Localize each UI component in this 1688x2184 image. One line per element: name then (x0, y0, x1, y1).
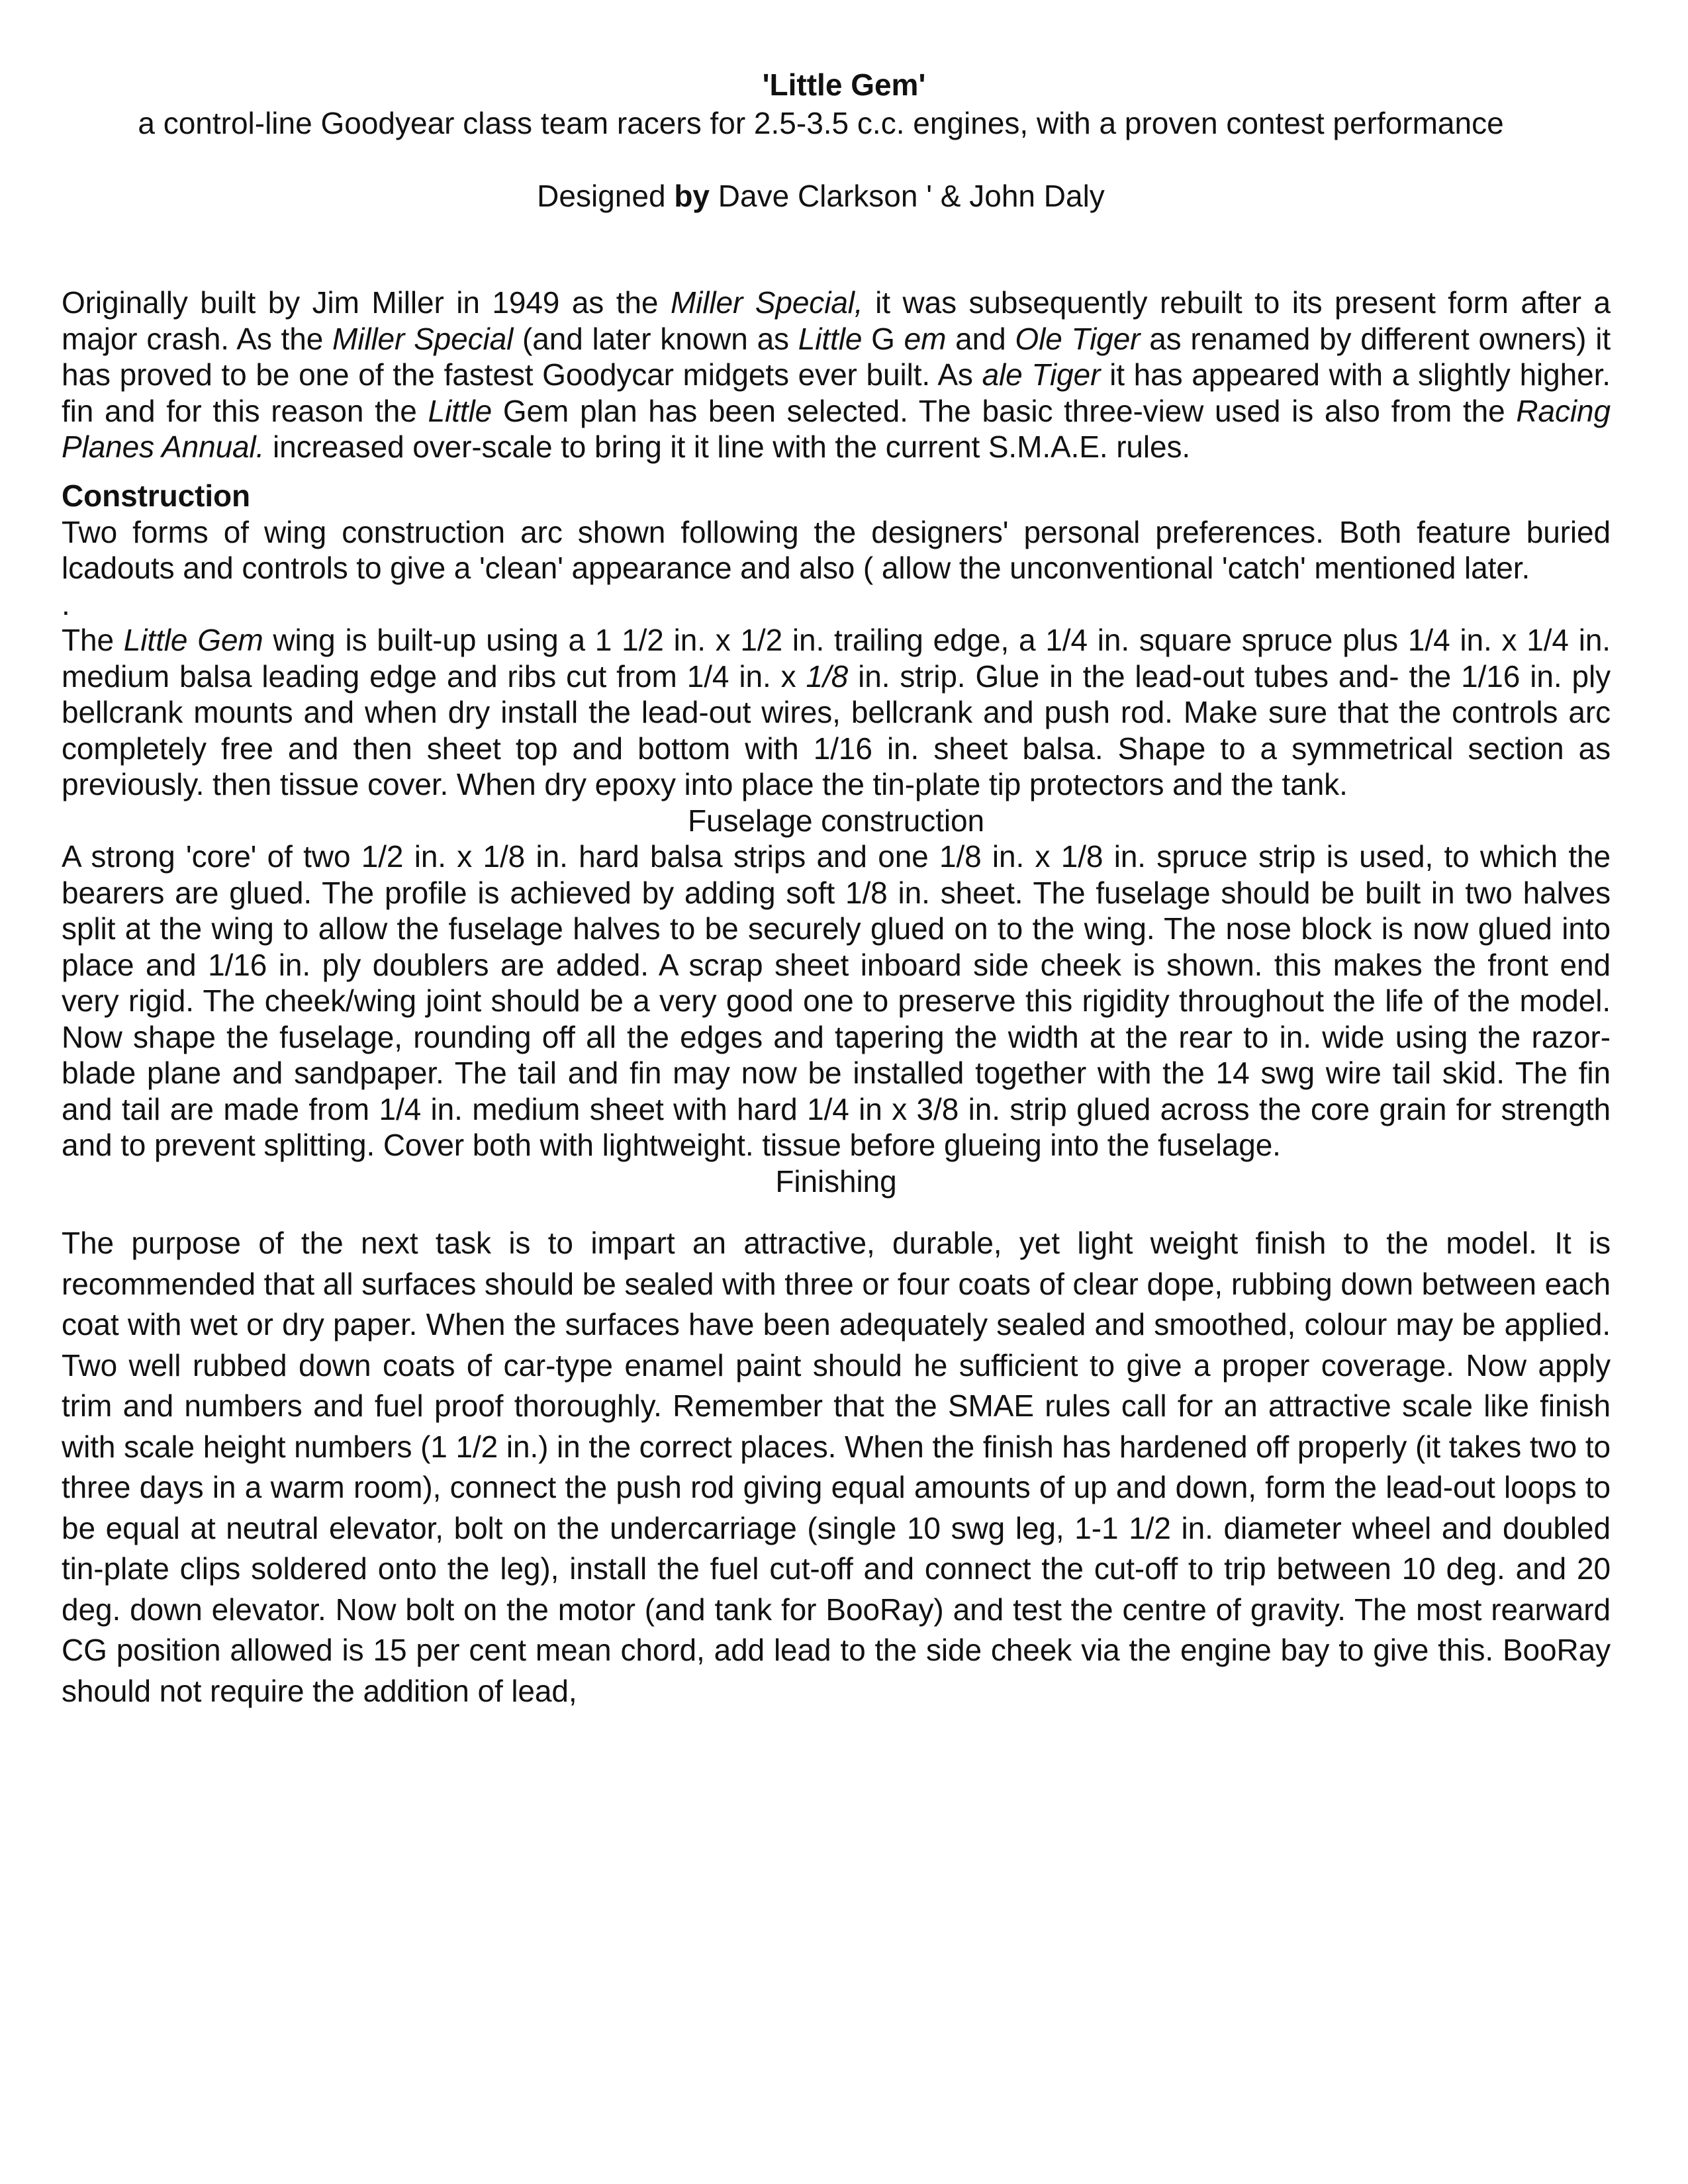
intro-text: as renamed by different owners) it has proved to be one of the fastest Goodycar midgets ever built. As (62, 321, 1611, 392)
intro-text: increased over-scale to bring it it line with the current S.M.A.E. rules. (264, 430, 1191, 464)
construction-text: The (62, 623, 124, 657)
intro-text: Gem plan has been selected. The basic three-view used is also from the (492, 393, 1517, 428)
finishing-heading: Finishing (775, 1163, 897, 1199)
designers-line (0, 177, 1642, 214)
construction-section (62, 478, 1611, 1199)
document-title: 'Little Gem' (762, 68, 926, 102)
intro-italic: Miller Special (332, 321, 514, 356)
document-subtitle: a control-line Goodyear class team racers for 2.5-3.5 c.c. engines, with a proven contest performance (138, 106, 1504, 140)
intro-text: (and later known as (513, 321, 798, 356)
intro-italic: Little (798, 321, 863, 356)
intro-italic: Ole Tiger (1015, 321, 1141, 356)
construction-paragraph-1: Two forms of wing construction arc shown following the designers' personal preferences. Both feature buried lcadouts and controls to give a 'clean' appearance and also ( allow the unconventional 'catch' mentioned later. (62, 514, 1611, 585)
construction-text: in. strip. Glue in the lead-out tubes and- the 1/16 in. ply bellcrank mounts and when dry install the lead-out wires, bellcrank and push rod. Make sure that the controls arc completely free and then sheet top and bottom with 1/16 in. sheet balsa. Shape to a symmetrical section as previously. then tissue cover. When dry epoxy into place the tin-plate tip protectors and the tank. (62, 659, 1611, 801)
intro-text: it was subsequently rebuilt to its present form after a major crash. As the (62, 285, 1611, 356)
designers-by: by (674, 179, 710, 213)
fuselage-heading: Fuselage construction (688, 803, 984, 838)
designers-names: Dave Clarkson ' & John Daly (710, 179, 1105, 213)
intro-text: G (862, 321, 904, 356)
construction-italic: Little Gem (123, 623, 263, 657)
intro-italic: Little (428, 393, 492, 428)
intro-italic: Miller Special, (670, 285, 863, 320)
intro-text: Originally built by Jim Miller in 1949 as the (62, 285, 671, 320)
intro-italic: em (904, 321, 947, 356)
stray-dot: . (62, 586, 70, 621)
designers-prefix: Designed (537, 179, 675, 213)
construction-italic: 1/8 (806, 659, 849, 694)
intro-italic: ale Tiger (982, 357, 1101, 392)
intro-text: and (946, 321, 1015, 356)
finishing-paragraph (62, 1223, 1611, 1711)
construction-heading: Construction (62, 478, 250, 513)
intro-paragraph (62, 285, 1611, 465)
finishing-text: The purpose of the next task is to impart an attractive, durable, yet light weight finish to the model. It is recommended that all surfaces should be sealed with three or four coats of clear dope, rubbing down between each coat with wet or dry paper. When the surfaces have been adequately sealed and smoothed, colour may be applied. Two well rubbed down coats of car-type enamel paint should he sufficient to give a proper coverage. Now apply trim and numbers and fuel proof thoroughly. Remember that the SMAE rules call for an attractive scale like finish with scale height numbers (1 1/2 in.) in the correct places. When the finish has hardened off properly (it takes two to three days in a warm room), connect the push rod giving equal amounts of up and down, form the lead-out loops to be equal at neutral elevator, bolt on the undercarriage (single 10 swg leg, 1-1 1/2 in. diameter wheel and doubled tin-plate clips soldered onto the leg), install the fuel cut-off and connect the cut-off to trip between 10 deg. and 20 deg. down elevator. Now bolt on the motor (and tank for BooRay) and test the centre of gravity. The most rearward CG position allowed is 15 per cent mean chord, add lead to the side cheek via the engine bay to give this. BooRay should not require the addition of lead, (62, 1226, 1611, 1708)
construction-paragraph-2 (62, 622, 1611, 803)
fuselage-paragraph: A strong 'core' of two 1/2 in. x 1/8 in. hard balsa strips and one 1/8 in. x 1/8 in. spruce strip is used, to which the bearers are glued. The profile is achieved by adding soft 1/8 in. sheet. The fuselage should be built in two halves split at the wing to allow the fuselage halves to be securely glued on to the wing. The nose block is now glued into place and 1/16 in. ply doublers are added. A scrap sheet inboard side cheek is shown. this makes the front end very rigid. The cheek/wing joint should be a very good one to preserve this rigidity throughout the life of the model. Now shape the fuselage, rounding off all the edges and tapering the width at the rear to in. wide using the razor-blade plane and sandpaper. The tail and fin may now be installed together with the 14 swg wire tail skid. The fin and tail are made from 1/4 in. medium sheet with hard 1/4 in x 3/8 in. strip glued across the core grain for strength and to prevent splitting. Cover both with lightweight. tissue before glueing into the fuselage. (62, 839, 1611, 1162)
intro-text: it has appeared with a slightly higher. fin and for this reason the (62, 357, 1611, 428)
construction-text: wing is built-up using a 1 1/2 in. x 1/2 in. trailing edge, a 1/4 in. square spruce plus 1/4 in. x 1/4 in. medium balsa leading edge and ribs cut from 1/4 in. x (62, 623, 1611, 694)
intro-italic: Racing Planes Annual. (62, 393, 1611, 464)
